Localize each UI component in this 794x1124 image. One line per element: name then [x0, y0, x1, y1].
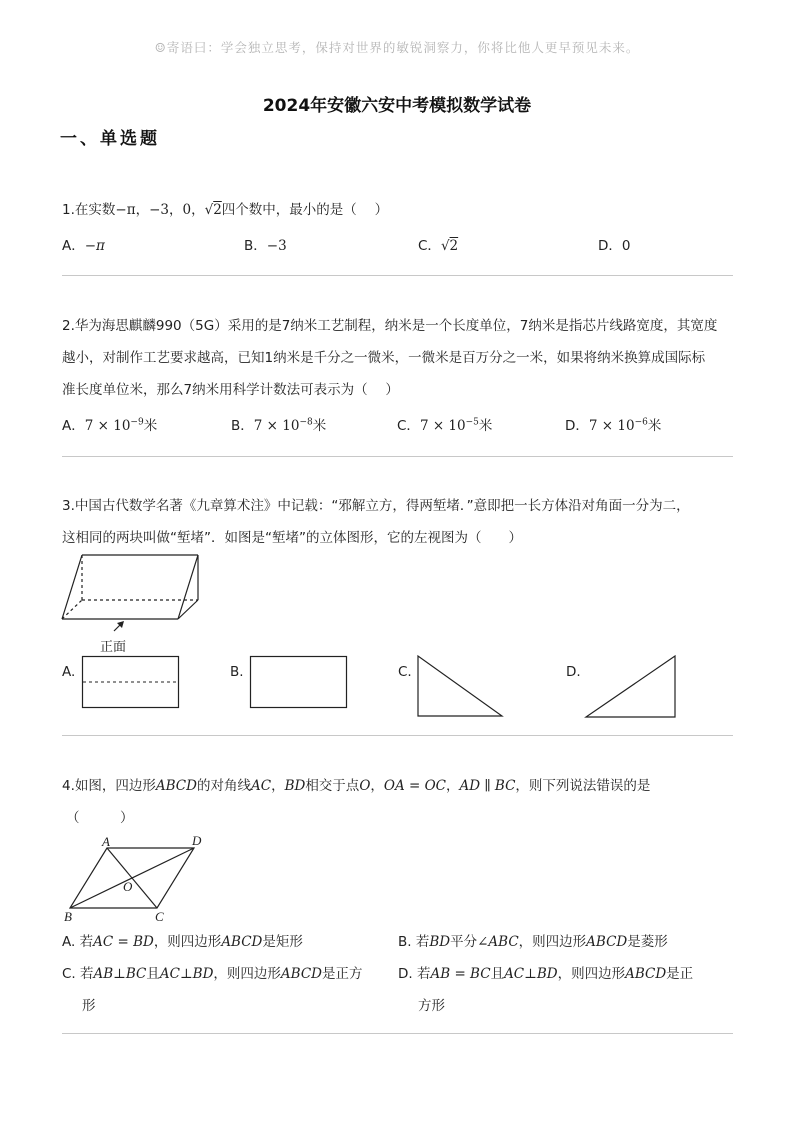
section-title: 一、单选题	[60, 129, 160, 149]
vertex-b-label: B	[64, 909, 72, 924]
q3-option-c-figure[interactable]	[417, 655, 507, 720]
divider	[62, 1033, 733, 1034]
q1-option-d[interactable]: D．0	[598, 238, 631, 254]
question-2-stem	[62, 310, 742, 406]
q2-option-a[interactable]: A．$7 \times 10^{-9}$米	[62, 417, 158, 434]
divider	[62, 735, 733, 736]
q4-option-c[interactable]: C. 若AB⊥BC且AC⊥BD，则四边形ABCD是正方	[62, 966, 363, 982]
q2-option-d[interactable]: D．$7 \times 10^{-6}$米	[565, 417, 662, 434]
q3-option-b-figure[interactable]	[250, 656, 350, 711]
q1-stem-end: 四个数中，最小的是（ ）	[221, 202, 389, 218]
q2-option-c[interactable]: C．$7 \times 10^{-5}$米	[397, 417, 493, 434]
q3-line-1: 3.中国古代数学名著《九章算术注》中记载：“邪解立方，得两堑堵．”意即把一长方体沿对角面一分为二，	[62, 498, 690, 514]
vertex-c-label: C	[155, 909, 164, 924]
q4-line-2: （ ）	[66, 810, 134, 826]
q2-line-2: 越小，对制作工艺要求越高，已知1纳米是千分之一微米，一微米是百万分之一米，如果将纳米换算成国际标	[62, 350, 706, 366]
q3-option-c-label[interactable]: C.	[398, 664, 412, 680]
motto-text: ☺寄语曰：学会独立思考，保持对世界的敏锐洞察力，你将比他人更早预见未来。	[154, 40, 640, 55]
front-view-label: 正面	[100, 640, 127, 655]
q2-option-b[interactable]: B．$7 \times 10^{-8}$米	[231, 417, 327, 434]
front-view-arrow-icon	[114, 621, 124, 631]
question-1-stem	[62, 194, 742, 226]
q4-option-c-cont: 形	[82, 998, 96, 1014]
q1-option-a[interactable]: A．−π	[62, 238, 105, 254]
parallelogram-figure	[62, 832, 212, 922]
q2-line-3: 准长度单位米，那么7纳米用科学计数法可表示为（ ）	[62, 382, 399, 398]
q4-line-1: 4.如图，四边形ABCD的对角线AC，BD相交于点O，OA = OC，AD ∥ BC，则下列说法错误的是	[62, 778, 651, 794]
qiandu-3d-figure	[60, 552, 210, 652]
q4-option-b[interactable]: B. 若BD平分∠ABC，则四边形ABCD是菱形	[398, 934, 668, 950]
q1-values: −π，−3，0，	[115, 202, 205, 218]
q3-option-b-label[interactable]: B.	[230, 664, 244, 680]
vertex-d-label: D	[192, 833, 202, 848]
q4-option-d[interactable]: D. 若AB = BC且AC⊥BD，则四边形ABCD是正	[398, 966, 694, 982]
divider	[62, 456, 733, 457]
page-title: 2024年安徽六安中考模拟数学试卷	[262, 96, 532, 116]
question-3-stem	[62, 490, 742, 554]
q3-option-d-figure[interactable]	[585, 655, 680, 720]
q4-option-a[interactable]: A. 若AC = BD，则四边形ABCD是矩形	[62, 934, 303, 950]
q3-option-a-figure[interactable]	[82, 656, 182, 711]
q2-line-1: 2.华为海思麒麟990（5G）采用的是7纳米工艺制程，纳米是一个长度单位，7纳米是指芯片线路宽度，其宽度	[62, 318, 718, 334]
sqrt2-expression: √2	[204, 202, 222, 218]
q1-option-c[interactable]: C．√2	[418, 238, 459, 254]
q3-line-2: 这相同的两块叫做“堑堵”．如图是“堑堵”的立体图形，它的左视图为（ ）	[62, 530, 522, 546]
vertex-a-label: A	[102, 834, 110, 849]
q3-option-a-label[interactable]: A.	[62, 664, 76, 680]
q1-stem-start: 1.在实数	[62, 202, 116, 218]
q4-option-d-cont: 方形	[418, 998, 445, 1014]
q1-option-b[interactable]: B．−3	[244, 238, 287, 254]
divider	[62, 275, 733, 276]
q3-option-d-label[interactable]: D.	[566, 664, 581, 680]
point-o-label: O	[123, 879, 133, 894]
question-4-stem	[62, 770, 742, 834]
